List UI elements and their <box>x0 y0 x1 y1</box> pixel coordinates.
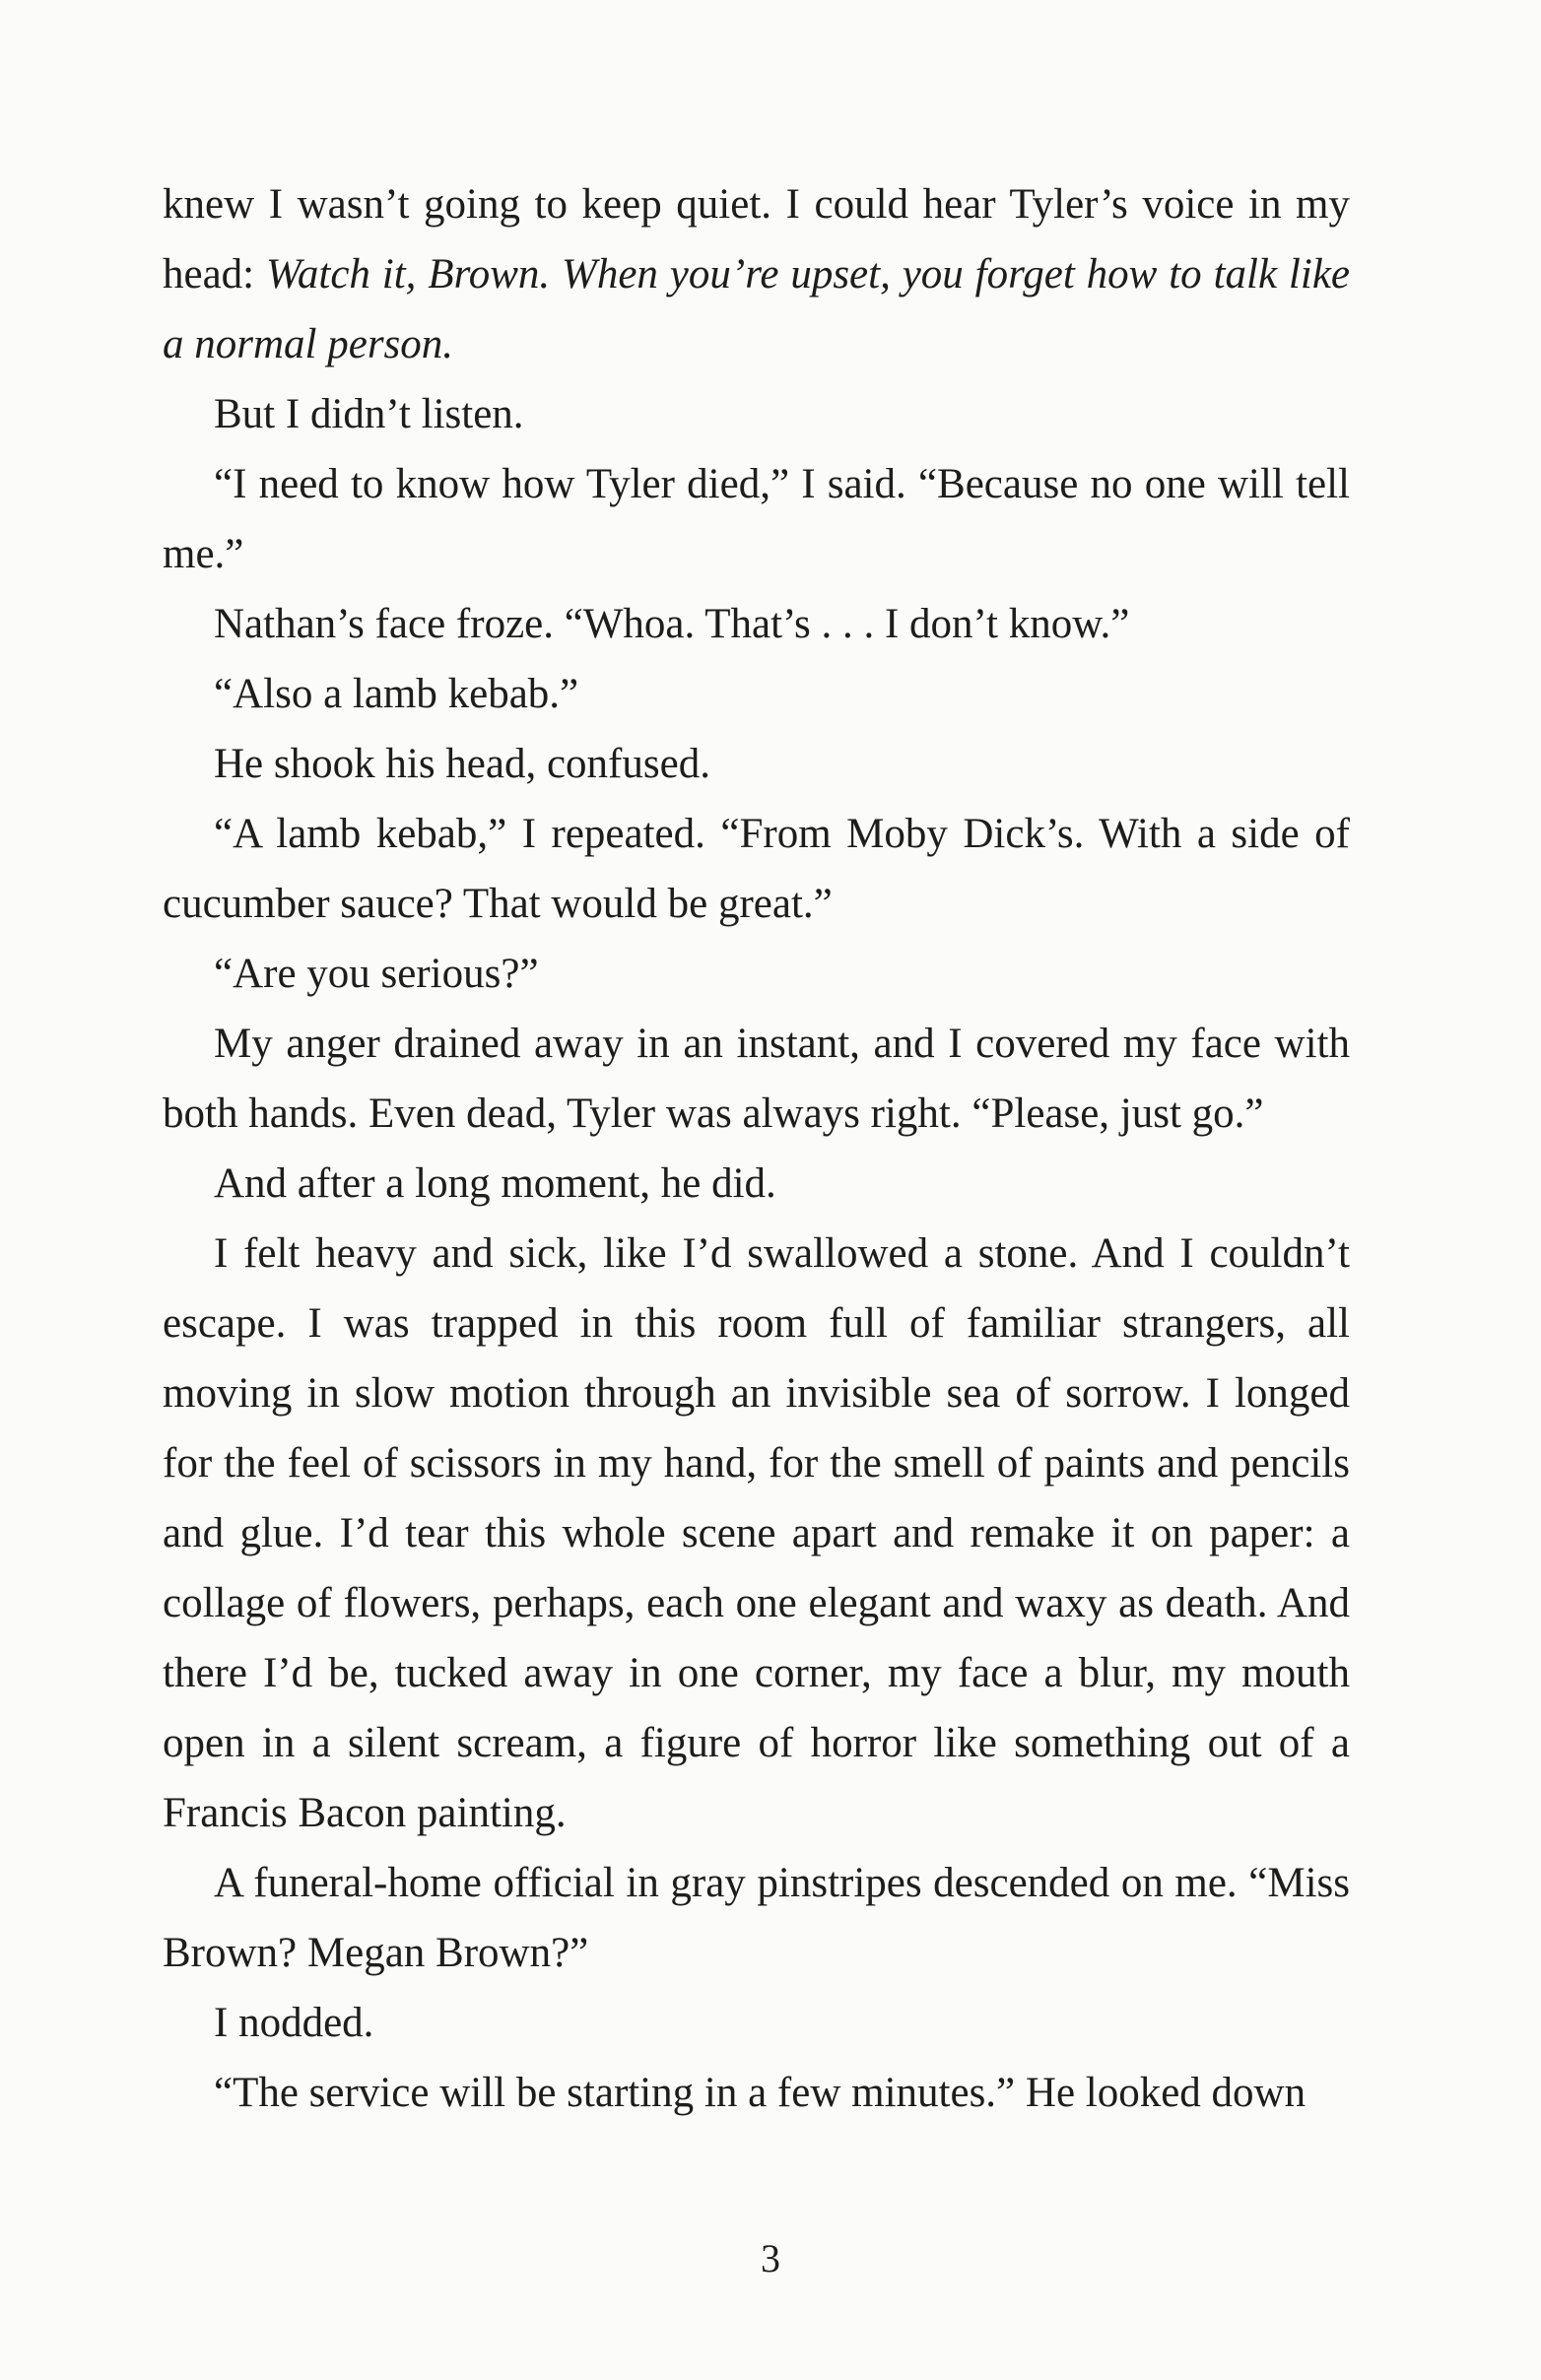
paragraph-11: I felt heavy and sick, like I’d swallowed a stone. And I couldn’t escape. I was trapped in this room full of familiar strangers, all moving in slow motion through an invisible sea of sorrow. I longed for the feel of scissors in my hand, for the smell of paints and pencils and glue. I’d tear this whole scene apart and remake it on paper: a collage of flowers, perhaps, each one elegant and waxy as death. And there I’d be, tucked away in one corner, my face a blur, my mouth open in a silent scream, a figure of horror like something out of a Francis Bacon painting. <box>163 1230 1350 1836</box>
paragraph-3: “I need to know how Tyler died,” I said. “Because no one will tell me.” <box>163 461 1350 577</box>
paragraph-6: He shook his head, confused. <box>214 741 710 787</box>
paragraph-2: But I didn’t listen. <box>214 391 524 437</box>
paragraph-14: “The service will be starting in a few minutes.” He looked down <box>214 2070 1306 2116</box>
page-number: 3 <box>761 2236 780 2281</box>
paragraph-1-text: knew I wasn’t going to keep quiet. I could hear Tyler’s voice in my head: <box>163 181 1350 298</box>
paragraph-13: I nodded. <box>214 2000 374 2046</box>
paragraph-4: Nathan’s face froze. “Whoa. That’s . . . I don’t know.” <box>214 601 1130 647</box>
paragraph-9: My anger drained away in an instant, and I covered my face with both hands. Even dead, Tyler was always right. “Please, just go.” <box>163 1021 1350 1137</box>
paragraph-5: “Also a lamb kebab.” <box>214 671 579 717</box>
paragraph-12: A funeral-home official in gray pinstripes descended on me. “Miss Brown? Megan Brown?” <box>163 1860 1350 1976</box>
paragraph-8: “Are you serious?” <box>214 951 539 997</box>
paragraph-10: And after a long moment, he did. <box>214 1160 776 1207</box>
paragraph-7: “A lamb kebab,” I repeated. “From Moby Dick’s. With a side of cucumber sauce? That would be great.” <box>163 811 1350 927</box>
book-page-text <box>163 169 1350 2128</box>
paragraph-1-italic-thought: Watch it, Brown. When you’re upset, you forget how to talk like a normal person. <box>163 251 1350 367</box>
paragraph-1 <box>163 169 1350 379</box>
